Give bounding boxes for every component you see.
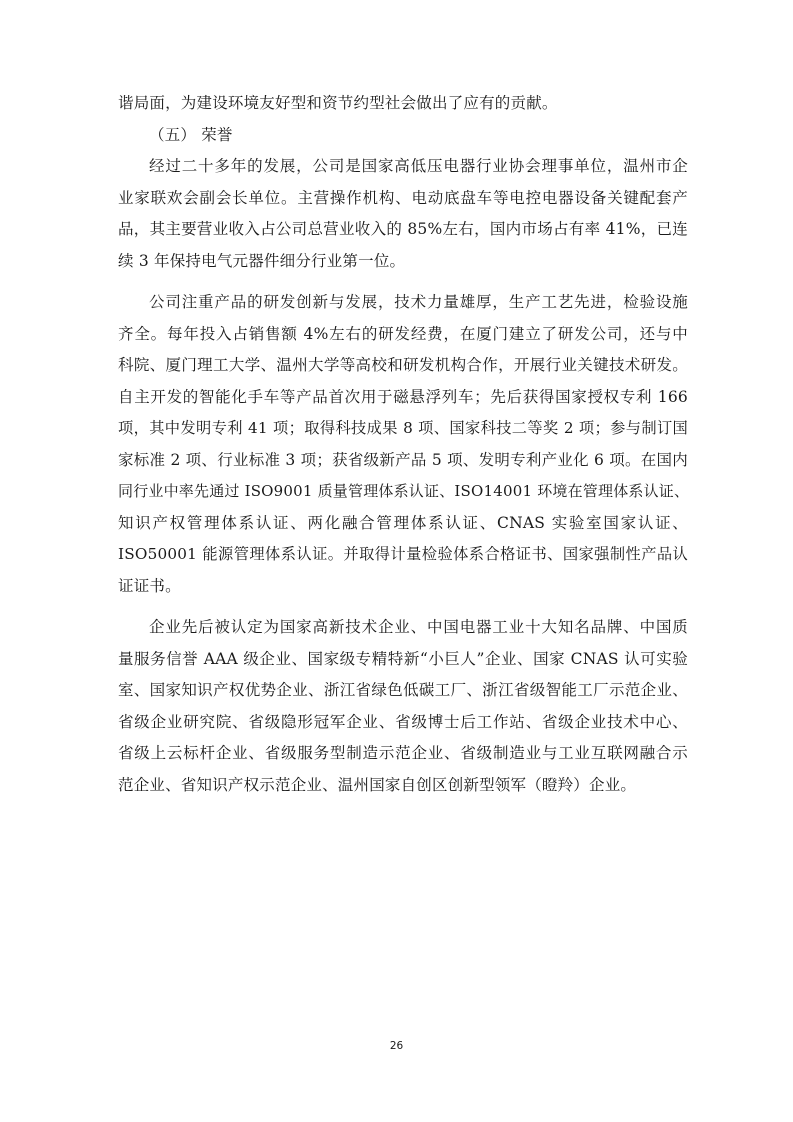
text-line: 科院、厦门理工大学、温州大学等高校和研发机构合作，开展行业关键技术研发。 <box>118 356 688 374</box>
section-heading: （五） 荣誉 <box>149 125 233 144</box>
paragraph-spacer <box>118 602 688 612</box>
text-line: 证证书。 <box>118 576 181 595</box>
text-line: 项，其中发明专利 41 项；取得科技成果 8 项、国家科技二等奖 2 项；参与制订国 <box>118 419 688 437</box>
text-line: 公司注重产品的研发创新与发展，技术力量雄厚，生产工艺先进，检验设施 <box>149 293 688 311</box>
text-line: 室、国家知识产权优势企业、浙江省绿色低碳工厂、浙江省级智能工厂示范企业、 <box>118 681 688 699</box>
text-line: 知识产权管理体系认证、两化融合管理体系认证、CNAS 实验室国家认证、 <box>118 513 688 532</box>
paragraph-continuation <box>118 88 688 120</box>
paragraph-development <box>118 151 688 277</box>
text-line: 量服务信誉 AAA 级企业、国家级专精特新“小巨人”企业、国家 CNAS 认可实验 <box>118 649 688 668</box>
text-line: 续 3 年保持电气元器件细分行业第一位。 <box>118 251 406 270</box>
text-line: 谐局面，为建设环境友好型和资节约型社会做出了应有的贡献。 <box>118 94 558 112</box>
text-line: ISO50001 能源管理体系认证。并取得计量检验体系合格证书、国家强制性产品认 <box>118 545 688 563</box>
text-line: 省级上云标杆企业、省级服务型制造示范企业、省级制造业与工业互联网融合示 <box>118 744 688 762</box>
text-line: 齐全。每年投入占销售额 4%左右的研发经费，在厦门建立了研发公司，还与中 <box>118 324 688 343</box>
paragraph-research <box>118 287 688 602</box>
text-line: 家标准 2 项、行业标准 3 项；获省级新产品 5 项、发明专利产业化 6 项。在国内 <box>118 450 688 469</box>
section-heading-honors <box>118 120 688 152</box>
text-line: 企业先后被认定为国家高新技术企业、中国电器工业十大知名品牌、中国质 <box>149 618 688 636</box>
text-line: 品，其主要营业收入占公司总营业收入的 85%左右，国内市场占有率 41%，已连 <box>118 220 688 238</box>
text-line: 经过二十多年的发展，公司是国家高低压电器行业协会理事单位，温州市企 <box>149 157 688 175</box>
text-line: 省级企业研究院、省级隐形冠军企业、省级博士后工作站、省级企业技术中心、 <box>118 712 688 731</box>
page-number: 26 <box>389 1040 404 1052</box>
text-line: 自主开发的智能化手车等产品首次用于磁悬浮列车；先后获得国家授权专利 166 <box>118 387 688 406</box>
text-line: 范企业、省知识产权示范企业、温州国家自创区创新型领军（瞪羚）企业。 <box>118 775 637 794</box>
paragraph-spacer <box>118 277 688 287</box>
document-body <box>118 88 688 801</box>
text-line: 同行业中率先通过 ISO9001 质量管理体系认证、ISO14001 环境在管理体系认证、 <box>118 482 690 500</box>
text-line: 业家联欢会副会长单位。主营操作机构、电动底盘车等电控电器设备关键配套产 <box>118 188 688 207</box>
paragraph-recognition <box>118 612 688 801</box>
